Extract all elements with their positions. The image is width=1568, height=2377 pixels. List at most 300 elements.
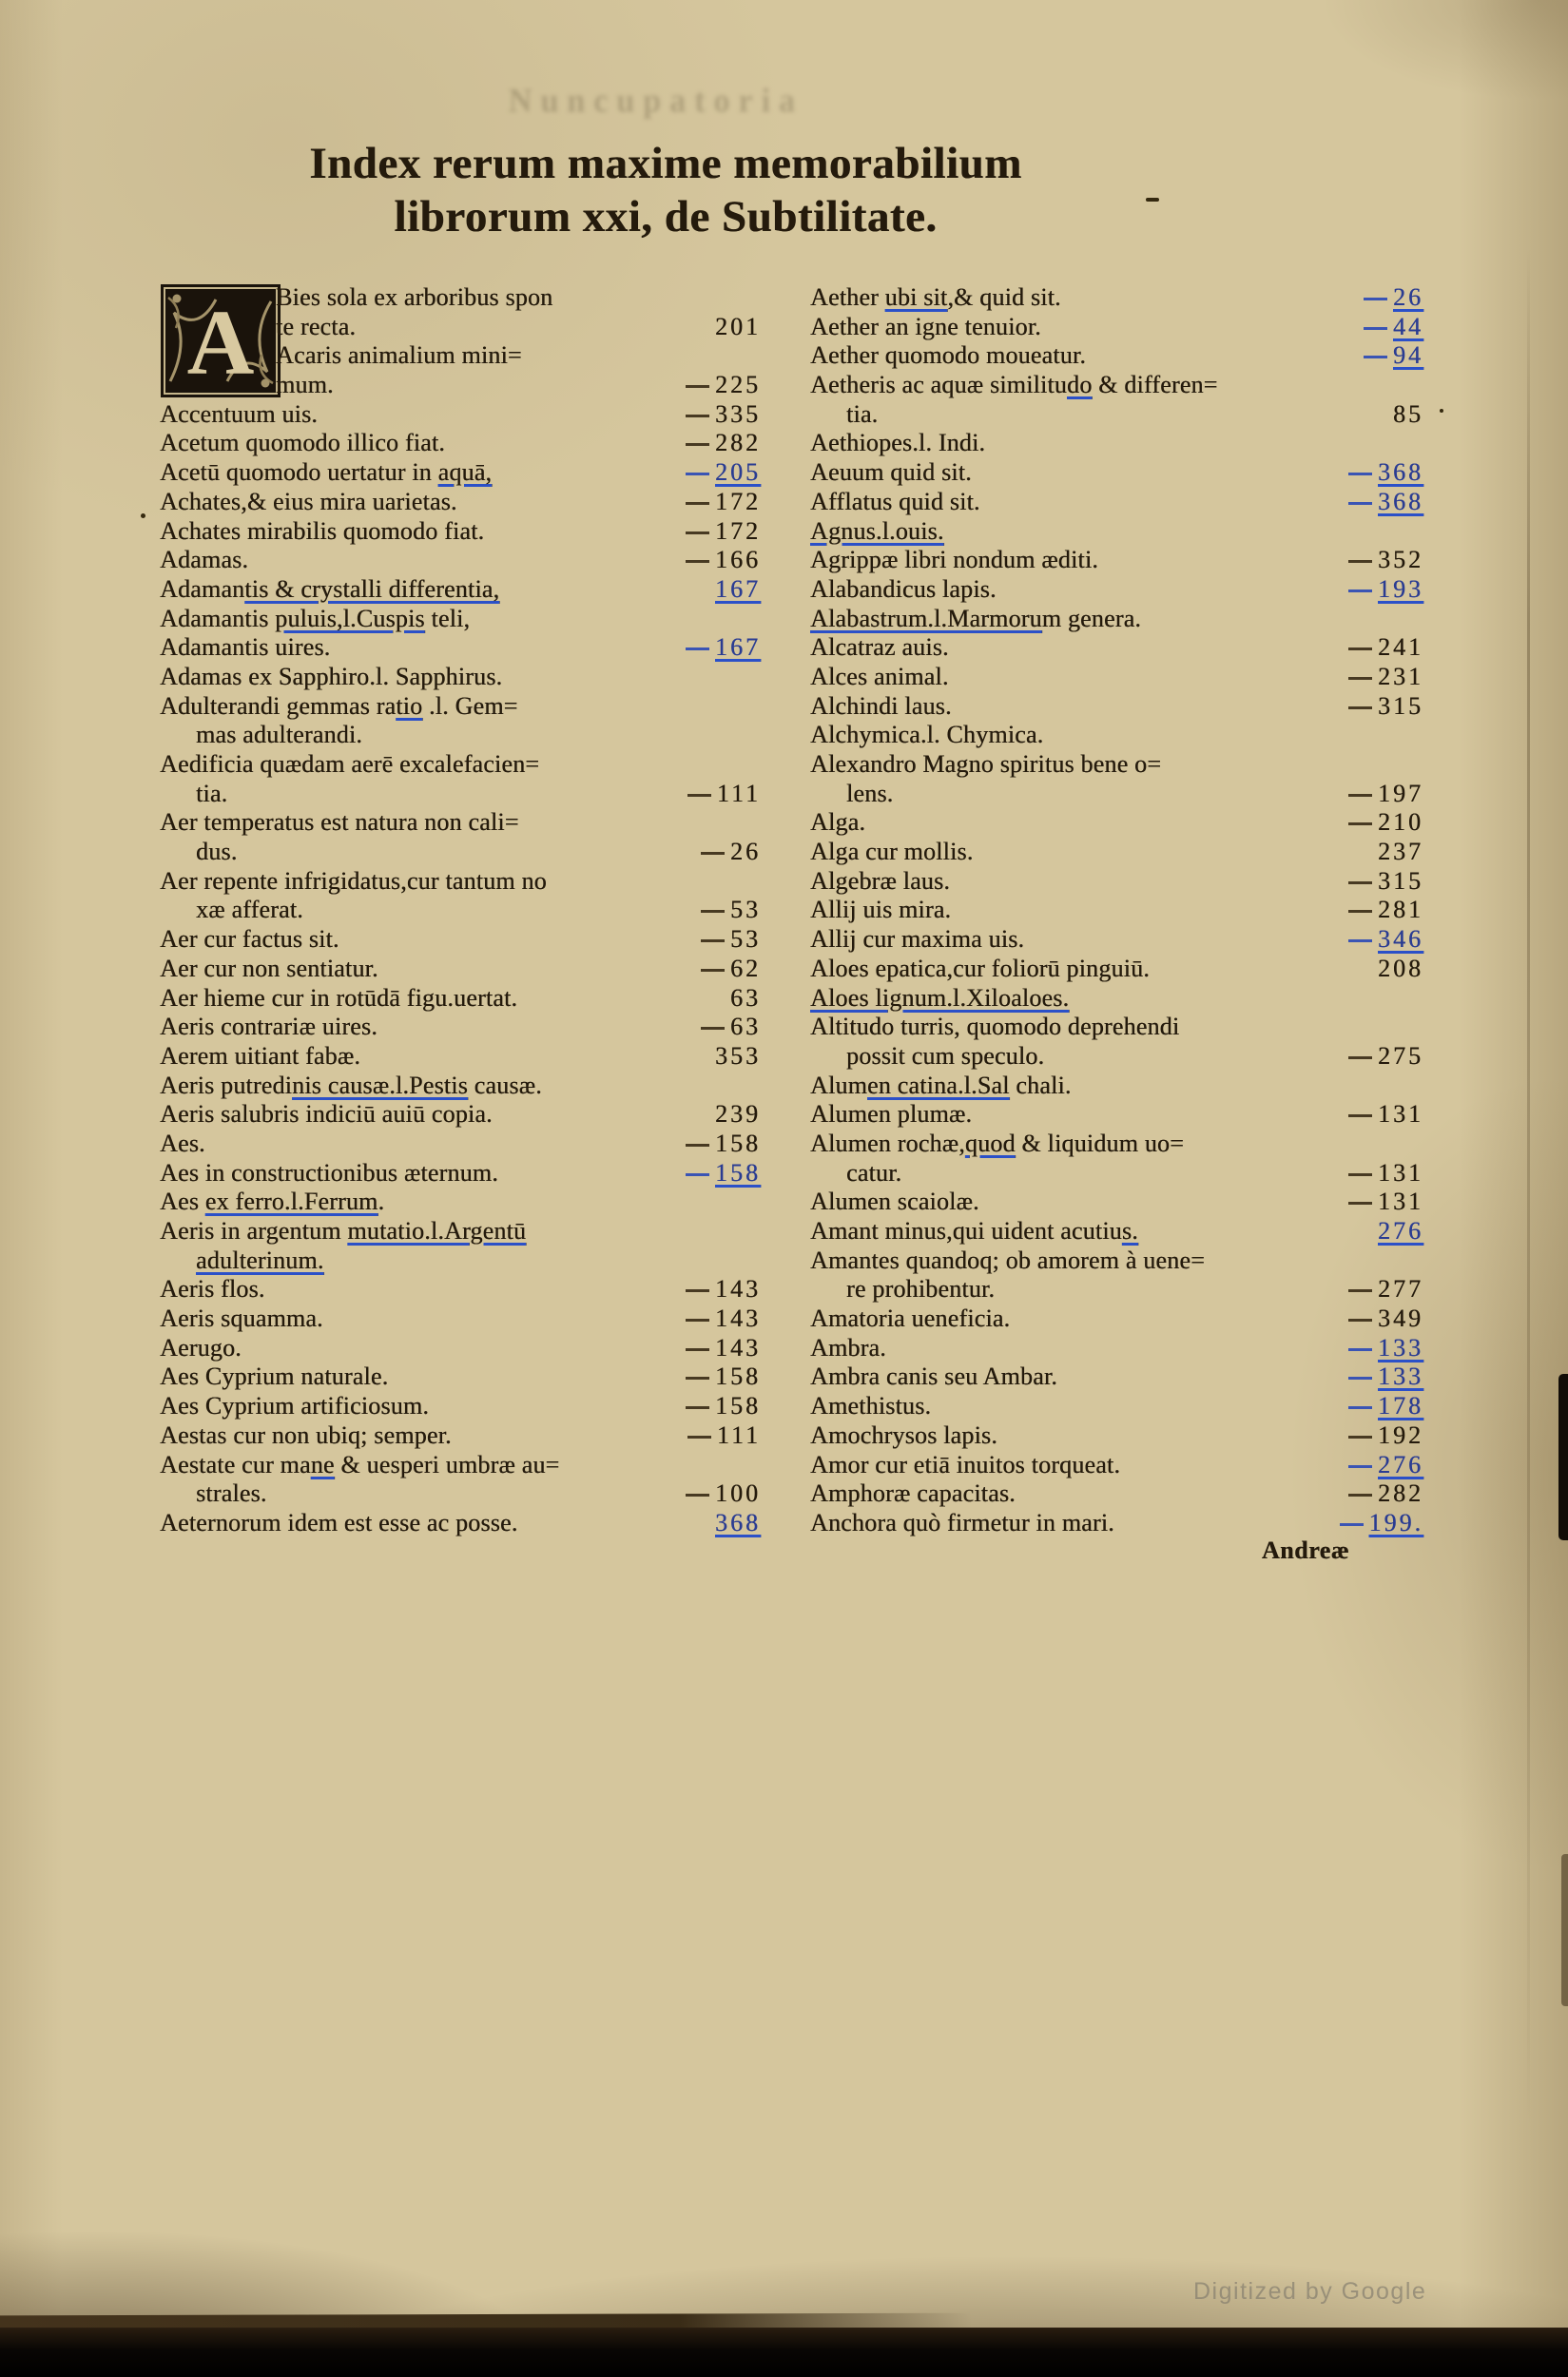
page-number-value: 352	[1378, 546, 1423, 574]
page-number	[686, 1362, 761, 1392]
index-hyperlink[interactable]: s.	[1121, 1217, 1138, 1245]
index-entry-line	[160, 488, 761, 517]
entry-text: Alga cur mollis.	[810, 838, 974, 866]
index-hyperlink[interactable]: mutatio.l.Argentū	[347, 1217, 527, 1245]
entry-text: Aes.	[160, 1129, 205, 1157]
page-number[interactable]	[1364, 283, 1423, 313]
entry-text: Aer temperatus est natura non cali=	[160, 808, 519, 837]
entry-text: Allij cur maxima uis.	[810, 925, 1025, 954]
leader-dash	[686, 1144, 709, 1147]
index-entry-line	[810, 1275, 1423, 1304]
index-hyperlink[interactable]: Alabastrum.l.Marmoru	[810, 604, 1042, 632]
page-number-value: 237	[1378, 838, 1423, 866]
index-entry-line	[160, 546, 761, 575]
index-hyperlink[interactable]: tis & crystalli differentia,	[244, 574, 500, 603]
index-entry-line	[160, 1188, 761, 1217]
page-number-value: 368	[1378, 487, 1423, 515]
index-hyperlink[interactable]: ex ferro.l.Ferrum	[204, 1188, 378, 1216]
entry-text: Acaris animalium mini=	[276, 341, 522, 370]
index-entry-line	[810, 1042, 1423, 1072]
entry-text: Amatoria ueneficia.	[810, 1304, 1011, 1333]
page-title-line1: Index rerum maxime memorabilium	[309, 139, 1022, 188]
index-entry-line	[160, 1217, 761, 1246]
index-entry-line	[810, 1392, 1423, 1421]
page-number-value: 44	[1393, 312, 1423, 340]
leader-dash	[686, 1289, 709, 1292]
page-number	[686, 1392, 761, 1421]
entry-text: Acetum quomodo illico fiat.	[160, 429, 446, 457]
entry-text: Accentuum uis.	[160, 399, 318, 428]
page-number	[1348, 808, 1423, 838]
index-entry-line	[160, 1159, 761, 1188]
index-entry-line	[810, 692, 1423, 722]
index-entry-line	[160, 1013, 761, 1042]
index-entry-line	[810, 984, 1423, 1014]
index-entry-line	[160, 1334, 761, 1363]
page-number-value: 143	[715, 1304, 761, 1333]
page-number	[1348, 1275, 1423, 1304]
page-number-value: 275	[1378, 1041, 1423, 1070]
index-hyperlink[interactable]: ne	[310, 1450, 335, 1478]
leader-dash	[701, 910, 725, 913]
leader-dash	[1348, 1465, 1372, 1468]
page-number-value: 199.	[1368, 1508, 1423, 1536]
page-number-value: 241	[1378, 633, 1423, 662]
entry-text: Adamantis uires.	[160, 633, 331, 662]
index-entry-line	[160, 1421, 761, 1451]
entry-text: Aetheris ac aquæ similitudo & differen=	[810, 371, 1218, 399]
leader-dash	[1348, 1056, 1372, 1059]
page-number	[1348, 663, 1423, 692]
page-number-value: 231	[1378, 662, 1423, 690]
page-number[interactable]	[686, 1159, 761, 1188]
page-number-value: 368	[1378, 458, 1423, 487]
index-hyperlink[interactable]: do	[1067, 371, 1093, 399]
entry-text: Aether quomodo moueatur.	[810, 341, 1087, 370]
index-entry-line	[160, 1509, 761, 1538]
index-entry-line	[810, 1072, 1423, 1101]
page-number[interactable]	[1348, 1451, 1423, 1480]
page-number	[686, 400, 761, 430]
entry-text: Alchindi laus.	[810, 691, 952, 720]
leader-dash	[687, 1436, 711, 1439]
index-entry-line	[810, 1100, 1423, 1130]
leader-dash	[1348, 881, 1372, 884]
leader-dash	[1348, 560, 1372, 563]
page-number-value: 225	[715, 371, 761, 399]
index-hyperlink[interactable]: Aloes lignum.l.Xiloaloes.	[810, 983, 1070, 1012]
leader-dash	[1348, 910, 1372, 913]
page-number[interactable]	[715, 575, 761, 605]
index-entry-line	[160, 838, 761, 867]
entry-text: Aes Cyprium naturale.	[160, 1362, 389, 1391]
page-number-value: 53	[730, 896, 761, 924]
leader-dash	[701, 852, 725, 855]
entry-text: Aeternorum idem est esse ac posse.	[160, 1508, 518, 1536]
page-number[interactable]	[1348, 488, 1423, 517]
ink-speck	[141, 513, 145, 518]
page-number	[687, 1421, 761, 1451]
page-edge-smear	[1561, 1854, 1568, 2006]
index-entry-line	[160, 1100, 761, 1130]
leader-dash	[1348, 1406, 1372, 1409]
page-number-value: 111	[716, 1420, 761, 1449]
index-entry-line	[160, 925, 761, 955]
index-entry-line	[160, 896, 761, 925]
page-number	[1348, 780, 1423, 809]
page-number	[1378, 955, 1423, 984]
page-number[interactable]	[1348, 1392, 1423, 1421]
entry-text: Aer hieme cur in rotūdā figu.uertat.	[160, 983, 518, 1012]
page-number	[1348, 692, 1423, 722]
page-number[interactable]	[1348, 1362, 1423, 1392]
index-entry-line	[160, 721, 761, 750]
index-title	[57, 137, 1274, 243]
index-column-right	[810, 283, 1423, 1538]
entry-text: Aes ex ferro.l.Ferrum.	[160, 1188, 385, 1216]
page-number-value: 178	[1378, 1392, 1423, 1420]
index-entry-line	[160, 1479, 761, 1509]
page-number	[686, 1130, 761, 1159]
index-entry-line	[810, 1304, 1423, 1334]
index-entry-line	[810, 633, 1423, 663]
page-number	[686, 1479, 761, 1509]
page-number-value: 158	[715, 1129, 761, 1157]
index-hyperlink[interactable]: en catina.l.Sal	[867, 1071, 1010, 1099]
page-number-value: 239	[715, 1100, 761, 1129]
entry-text: Amantes quandoq; ob amorem à uene=	[810, 1246, 1205, 1274]
page-number-value: 100	[715, 1479, 761, 1508]
page-number	[701, 955, 761, 984]
entry-text: Adamas.	[160, 546, 249, 574]
entry-text: Agrippæ libri nondum æditi.	[810, 546, 1098, 574]
page-number	[701, 925, 761, 955]
entry-text: mum.	[276, 371, 334, 399]
page-number-value: 282	[1378, 1479, 1423, 1508]
page-number	[715, 313, 761, 342]
entry-text: strales.	[196, 1479, 267, 1508]
page-number	[1348, 633, 1423, 663]
entry-text: Aeris in argentum mutatio.l.Argentū	[160, 1217, 527, 1245]
leader-dash	[686, 502, 709, 505]
leader-dash	[1348, 1494, 1372, 1497]
page-number-value: 281	[1378, 896, 1423, 924]
leader-dash	[686, 1348, 709, 1351]
entry-text: Alumen scaiolæ.	[810, 1188, 979, 1216]
google-watermark: Digitized by Google	[1193, 2278, 1427, 2305]
page-number	[686, 546, 761, 575]
page-number	[1348, 1100, 1423, 1130]
page-number-value: 282	[715, 429, 761, 457]
index-entry-line	[810, 838, 1423, 867]
entry-text: Alga.	[810, 808, 866, 837]
page-number-value: 167	[715, 633, 761, 662]
index-entry-line	[810, 1130, 1423, 1159]
leader-dash	[1348, 1436, 1372, 1439]
page-number-value: 349	[1378, 1304, 1423, 1333]
entry-text: Aerugo.	[160, 1333, 242, 1362]
page-number-value: 158	[715, 1362, 761, 1391]
index-entry-line	[810, 313, 1423, 342]
page-number-value: 62	[730, 954, 761, 982]
page-number-value: 133	[1378, 1333, 1423, 1362]
page-number	[1378, 838, 1423, 867]
index-entry-line	[810, 1013, 1423, 1042]
index-entry-line	[160, 517, 761, 547]
leader-dash	[1348, 706, 1372, 709]
entry-text: dus.	[196, 838, 238, 866]
entry-text: Aeris squamma.	[160, 1304, 323, 1333]
entry-text: Adamas ex Sapphiro.l. Sapphirus.	[160, 662, 503, 690]
leader-dash	[1348, 589, 1372, 592]
entry-text: Amochrysos lapis.	[810, 1420, 997, 1449]
entry-text: Acetū quomodo uertatur in aquā,	[160, 458, 493, 487]
page-number	[1348, 1304, 1423, 1334]
leader-dash	[1348, 794, 1372, 797]
leader-dash	[1348, 1377, 1372, 1380]
page-number	[686, 371, 761, 400]
page-number	[1348, 1421, 1423, 1451]
index-entry-line	[810, 429, 1423, 458]
entry-text: re prohibentur.	[846, 1275, 996, 1304]
bleedthrough-ghost-text: Nuncupatoria	[508, 83, 804, 120]
leader-dash	[686, 1406, 709, 1409]
index-hyperlink[interactable]: nis causæ.l.Pestis	[292, 1071, 468, 1099]
entry-text: Aeris flos.	[160, 1275, 265, 1304]
page-number-value: 85	[1393, 399, 1423, 428]
index-entry-line	[160, 750, 761, 780]
page-number-value: 143	[715, 1275, 761, 1304]
page-number-value: 131	[1378, 1100, 1423, 1129]
index-entry-line	[160, 575, 761, 605]
page-number	[687, 780, 761, 809]
entry-text: catur.	[846, 1158, 902, 1187]
page-number[interactable]	[1348, 925, 1423, 955]
entry-text: Aether an igne tenuior.	[810, 312, 1041, 340]
page-number	[686, 517, 761, 547]
entry-text: Adamantis & crystalli differentia,	[160, 574, 500, 603]
page-number-value: 276	[1378, 1450, 1423, 1478]
scan-bottom-black-band	[0, 2328, 1568, 2377]
page-number-value: 276	[1378, 1217, 1423, 1245]
page-number[interactable]	[1348, 1334, 1423, 1363]
page-number	[686, 1304, 761, 1334]
page-number-value: 315	[1378, 691, 1423, 720]
page-number-value: 172	[715, 487, 761, 515]
leader-dash	[1348, 1319, 1372, 1322]
index-entry-line	[160, 780, 761, 809]
index-entry-line	[810, 283, 1423, 313]
leader-dash	[687, 794, 711, 797]
index-entry-line	[160, 458, 761, 488]
page-number-value: 208	[1378, 954, 1423, 982]
entry-text: Amphoræ capacitas.	[810, 1479, 1016, 1508]
leader-dash	[1340, 1523, 1364, 1526]
entry-text: Amor cur etiā inuitos torqueat.	[810, 1450, 1121, 1478]
leader-dash	[1348, 1348, 1372, 1351]
page-number-value: 63	[730, 1013, 761, 1041]
leader-dash	[686, 1494, 709, 1497]
page-number	[686, 1334, 761, 1363]
index-entry-line	[160, 371, 761, 400]
index-entry-line	[810, 546, 1423, 575]
index-hyperlink[interactable]: quod	[964, 1129, 1016, 1157]
entry-text: Allij uis mira.	[810, 896, 952, 924]
page-number[interactable]	[1348, 575, 1423, 605]
entry-text: Aeuum quid sit.	[810, 458, 972, 487]
entry-text: Alexandro Magno spiritus bene o=	[810, 750, 1162, 778]
leader-dash	[686, 1319, 709, 1322]
page-number[interactable]	[1364, 341, 1423, 371]
index-hyperlink[interactable]: Agnus.l.ouis.	[810, 516, 944, 545]
index-entry-line	[160, 1392, 761, 1421]
entry-text: Achates,& eius mira uarietas.	[160, 487, 457, 515]
index-entry-line	[810, 896, 1423, 925]
index-entry-line	[160, 867, 761, 897]
index-entry-line	[810, 488, 1423, 517]
page-number-value: 277	[1378, 1275, 1423, 1304]
index-entry-line	[810, 575, 1423, 605]
leader-dash	[1348, 677, 1372, 680]
page-number-value: 197	[1378, 779, 1423, 807]
index-entry-line	[160, 313, 761, 342]
page-number[interactable]	[715, 1509, 761, 1538]
page-number-value: 111	[716, 779, 761, 807]
page-title-line2: librorum xxi, de Subtilitate.	[394, 192, 938, 242]
page-number	[1348, 546, 1423, 575]
entry-text	[810, 984, 1069, 1014]
entry-text: Aes in constructionibus æternum.	[160, 1158, 498, 1187]
page-number[interactable]	[1364, 313, 1423, 342]
leader-dash	[686, 1377, 709, 1380]
index-entry-line	[160, 341, 761, 371]
index-hyperlink[interactable]: puluis,l.Cuspis	[275, 604, 425, 632]
page-number-value: 26	[1393, 283, 1423, 311]
index-hyperlink[interactable]: tio	[396, 691, 423, 720]
page-number-value: 26	[730, 838, 761, 866]
entry-text: Ambra.	[810, 1333, 886, 1362]
entry-text	[810, 517, 944, 547]
page-number-value: 210	[1378, 808, 1423, 837]
entry-text: Alchymica.l. Chymica.	[810, 721, 1044, 749]
index-entry-line	[160, 1451, 761, 1480]
entry-text: Alcatraz auis.	[810, 633, 949, 662]
page-number	[715, 1042, 761, 1072]
index-entry-line	[160, 1362, 761, 1392]
page-number-value: 158	[715, 1392, 761, 1420]
ink-speck	[1440, 409, 1443, 413]
page-number-value: 205	[715, 458, 761, 487]
page-number-value: 166	[715, 546, 761, 574]
page-number-value: 167	[715, 574, 761, 603]
entry-text: Aestate cur mane & uesperi umbræ au=	[160, 1450, 560, 1478]
page-number[interactable]	[1348, 458, 1423, 488]
entry-text: Aestas cur non ubiq; semper.	[160, 1420, 452, 1449]
entry-text: Aedificia quædam aerē excalefacien=	[160, 750, 540, 778]
page-number[interactable]	[686, 458, 761, 488]
entry-text: Aloes epatica,cur foliorū pinguiū.	[810, 954, 1150, 982]
index-entry-line	[810, 1479, 1423, 1509]
leader-dash	[1348, 647, 1372, 650]
entry-text: Altitudo turris, quomodo deprehendi	[810, 1013, 1180, 1041]
leader-dash	[686, 647, 709, 650]
leader-dash	[686, 560, 709, 563]
page-number-value: 193	[1378, 574, 1423, 603]
ink-speck	[1146, 198, 1159, 202]
entry-text	[196, 1246, 324, 1276]
index-entry-line	[160, 1246, 761, 1276]
index-entry-line	[160, 984, 761, 1014]
index-hyperlink[interactable]: ubi sit	[884, 283, 948, 311]
index-entry-line	[160, 1275, 761, 1304]
index-entry-line	[810, 341, 1423, 371]
entry-text: Anchora quò firmetur in mari.	[810, 1508, 1114, 1536]
index-entry-line	[160, 955, 761, 984]
page-number[interactable]	[1378, 1217, 1423, 1246]
page-number-value: 192	[1378, 1420, 1423, 1449]
index-entry-line	[810, 663, 1423, 692]
leader-dash	[686, 531, 709, 534]
leader-dash	[686, 443, 709, 446]
index-hyperlink[interactable]: adulterinum.	[196, 1246, 324, 1274]
index-entry-line	[810, 780, 1423, 809]
page-number-value: 143	[715, 1333, 761, 1362]
entry-text: Adulterandi gemmas ratio .l. Gem=	[160, 691, 518, 720]
entry-text: lens.	[846, 779, 894, 807]
entry-text: tia.	[846, 399, 879, 428]
entry-text: Aeris contrariæ uires.	[160, 1013, 377, 1041]
index-entry-line	[810, 1334, 1423, 1363]
leader-dash	[1364, 327, 1387, 330]
index-hyperlink[interactable]: aquā,	[437, 458, 493, 487]
index-entry-line	[160, 429, 761, 458]
page-number-value: 131	[1378, 1158, 1423, 1187]
entry-text: Afflatus quid sit.	[810, 487, 980, 515]
index-entry-line	[810, 1451, 1423, 1480]
page-number[interactable]	[686, 633, 761, 663]
page-number	[1348, 1159, 1423, 1188]
entry-text: xæ afferat.	[196, 896, 303, 924]
index-entry-line	[810, 400, 1423, 430]
leader-dash	[1348, 822, 1372, 825]
entry-text: te recta.	[276, 312, 357, 340]
page-crease	[1527, 247, 1530, 2130]
leader-dash	[701, 969, 725, 972]
page-number	[701, 838, 761, 867]
entry-text: Aer cur factus sit.	[160, 925, 339, 954]
page-number-value: 172	[715, 516, 761, 545]
entry-text: Adamantis puluis,l.Cuspis teli,	[160, 604, 471, 632]
leader-dash	[686, 473, 709, 475]
entry-text: Alabandicus lapis.	[810, 574, 997, 603]
page-number[interactable]	[1340, 1509, 1424, 1538]
entry-text: Aer cur non sentiatur.	[160, 954, 378, 982]
leader-dash	[1348, 473, 1372, 475]
entry-text: Aes Cyprium artificiosum.	[160, 1392, 430, 1420]
page-number	[686, 488, 761, 517]
index-entry-line	[810, 1188, 1423, 1217]
page-number-value: 133	[1378, 1362, 1423, 1391]
leader-dash	[686, 385, 709, 388]
catchword: Andreæ	[1261, 1536, 1349, 1564]
entry-text: Aer repente infrigidatus,cur tantum no	[160, 866, 547, 895]
entry-text: Aeris putredinis causæ.l.Pestis causæ.	[160, 1071, 542, 1099]
leader-dash	[686, 1173, 709, 1176]
page-number-value: 94	[1393, 341, 1423, 370]
page-number	[1348, 1042, 1423, 1072]
index-entry-line	[160, 400, 761, 430]
entry-text: Alumen catina.l.Sal chali.	[810, 1071, 1072, 1099]
